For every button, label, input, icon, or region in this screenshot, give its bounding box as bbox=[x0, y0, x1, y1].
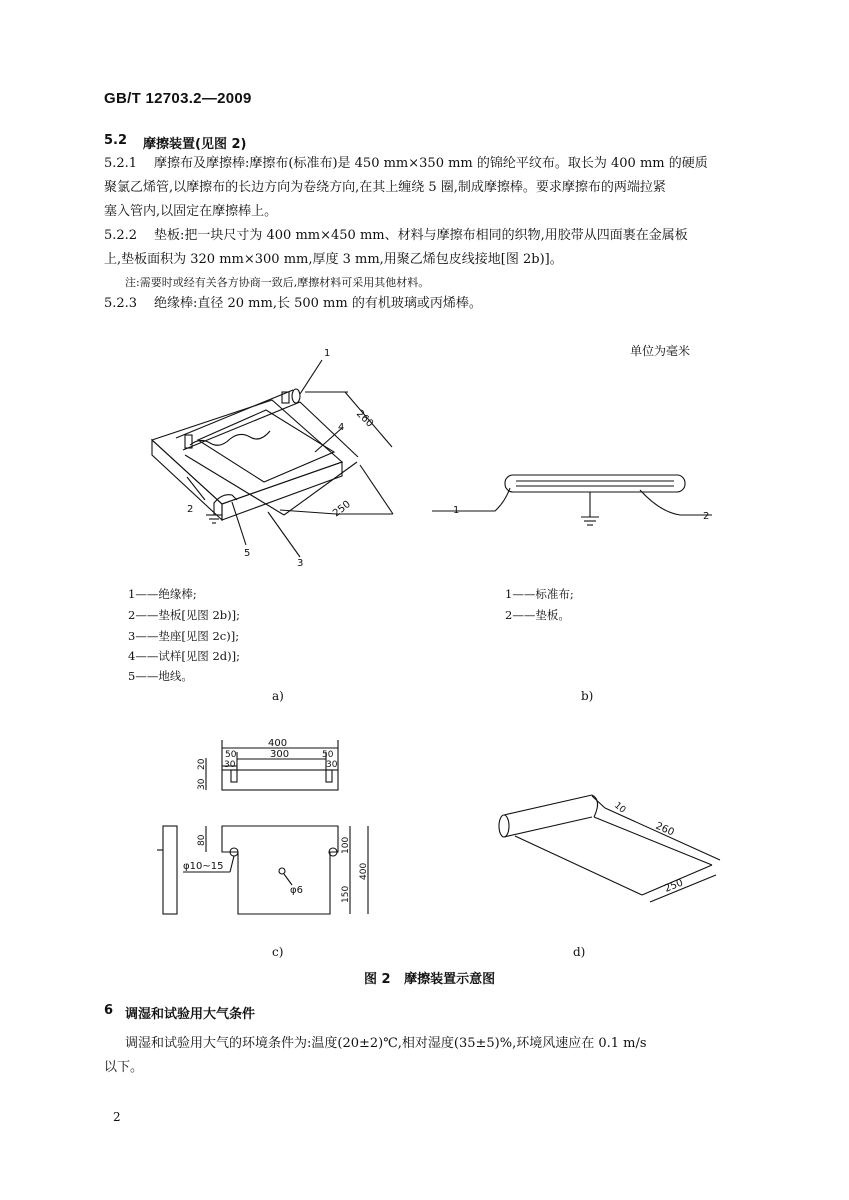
fig-b-legend-1: 1——标准布; bbox=[505, 587, 574, 601]
fig-a-legend-1: 1——绝缘棒; bbox=[128, 587, 197, 601]
standard-number: GB/T 12703.2—2009 bbox=[104, 90, 252, 107]
fig-c-dim-300: 300 bbox=[270, 749, 290, 760]
figure-title: 图 2 摩擦装置示意图 bbox=[364, 972, 496, 987]
page-number: 2 bbox=[113, 1110, 121, 1124]
fig-b-callout-2: 2 bbox=[703, 511, 710, 522]
fig-a-legend-2: 2——垫板[见图 2b)]; bbox=[128, 608, 240, 622]
section-6-title: 调湿和试验用大气条件 bbox=[125, 1007, 256, 1022]
section-6-number: 6 bbox=[104, 1003, 114, 1018]
clause-5-2-1-line3: 塞入管内,以固定在摩擦棒上。 bbox=[104, 204, 278, 219]
fig-a-callout-3: 3 bbox=[297, 558, 304, 569]
units-note: 单位为毫米 bbox=[630, 344, 691, 358]
clause-5-2-1-line2: 聚氯乙烯管,以摩擦布的长边方向为卷绕方向,在其上缠绕 5 圈,制成摩擦棒。要求摩擦布的两端拉紧 bbox=[104, 180, 666, 195]
fig-c-dim-30-right: 30 bbox=[326, 760, 338, 770]
fig-b-caption: b) bbox=[581, 689, 594, 703]
fig-d-dim-250: 250 bbox=[663, 877, 685, 895]
clause-5-2-1-line1: 摩擦布及摩擦棒:摩擦布(标准布)是 450 mm×350 mm 的锦纶平纹布。取长为 400 mm 的硬质 bbox=[154, 156, 708, 171]
fig-a-caption: a) bbox=[272, 689, 284, 703]
fig-a-callout-2: 2 bbox=[187, 504, 194, 515]
fig-b-legend-2: 2——垫板。 bbox=[505, 608, 570, 622]
fig-a-dim-250: 250 bbox=[331, 498, 353, 520]
section-5-2-title: 摩擦装置(见图 2) bbox=[143, 137, 247, 152]
fig-a-legend-4: 4——试样[见图 2d)]; bbox=[128, 649, 240, 663]
fig-c-dim-hole-dia: φ10~15 bbox=[183, 861, 224, 872]
fig-a-legend-3: 3——垫座[见图 2c)]; bbox=[128, 629, 240, 643]
fig-c-dim-30-vert: 30 bbox=[197, 778, 207, 790]
fig-c-dim-400-vert: 400 bbox=[359, 862, 369, 880]
fig-a-callout-1: 1 bbox=[324, 348, 331, 359]
clause-5-2-1-number: 5.2.1 bbox=[104, 156, 138, 171]
fig-c-dim-50-left: 50 bbox=[225, 750, 237, 760]
clause-5-2-2-number: 5.2.2 bbox=[104, 228, 138, 243]
note: 注:需要时或经有关各方协商一致后,摩擦材料可采用其他材料。 bbox=[125, 276, 430, 289]
clause-5-2-3-line1: 绝缘棒:直径 20 mm,长 500 mm 的有机玻璃或丙烯棒。 bbox=[154, 296, 482, 311]
fig-c-dim-150: 150 bbox=[341, 885, 351, 903]
fig-a-dim-260: 260 bbox=[353, 408, 376, 430]
fig-a-callout-5: 5 bbox=[244, 548, 251, 559]
fig-a-callout-4: 4 bbox=[338, 422, 345, 433]
fig-d-caption: d) bbox=[573, 945, 586, 959]
fig-c-side-view bbox=[163, 826, 177, 914]
fig-d-dim-260: 260 bbox=[653, 820, 676, 839]
fig-c-dim-20: 20 bbox=[197, 758, 207, 770]
clause-5-2-3-number: 5.2.3 bbox=[104, 296, 138, 311]
fig-a-legend-5: 5——地线。 bbox=[128, 669, 193, 683]
fig-b-callout-1: 1 bbox=[453, 505, 460, 516]
section-5-2-number: 5.2 bbox=[104, 133, 128, 148]
fig-c-dim-400-top: 400 bbox=[268, 738, 288, 749]
fig-c-dim-100: 100 bbox=[341, 836, 351, 854]
section-6-line2: 以下。 bbox=[104, 1060, 144, 1075]
fig-c-caption: c) bbox=[272, 945, 284, 959]
fig-d-dim-10: 10 bbox=[612, 800, 628, 816]
clause-5-2-2-line1: 垫板:把一块尺寸为 400 mm×450 mm、材料与摩擦布相同的织物,用胶带从四面裹在金属板 bbox=[154, 228, 688, 243]
fig-c-dim-80: 80 bbox=[197, 834, 207, 846]
fig-b-drawing bbox=[432, 475, 712, 525]
fig-d-drawing bbox=[499, 795, 720, 902]
clause-5-2-2-line2: 上,垫板面积为 320 mm×300 mm,厚度 3 mm,用聚乙烯包皮线接地[图 2b)]。 bbox=[104, 252, 563, 267]
fig-c-dim-50-right: 50 bbox=[322, 750, 334, 760]
fig-c-dim-30-left: 30 bbox=[224, 760, 236, 770]
fig-c-dim-phi6: φ6 bbox=[290, 885, 303, 896]
section-6-line1: 调湿和试验用大气的环境条件为:温度(20±2)℃,相对湿度(35±5)%,环境风速应在 0.1 m/s bbox=[125, 1036, 647, 1051]
